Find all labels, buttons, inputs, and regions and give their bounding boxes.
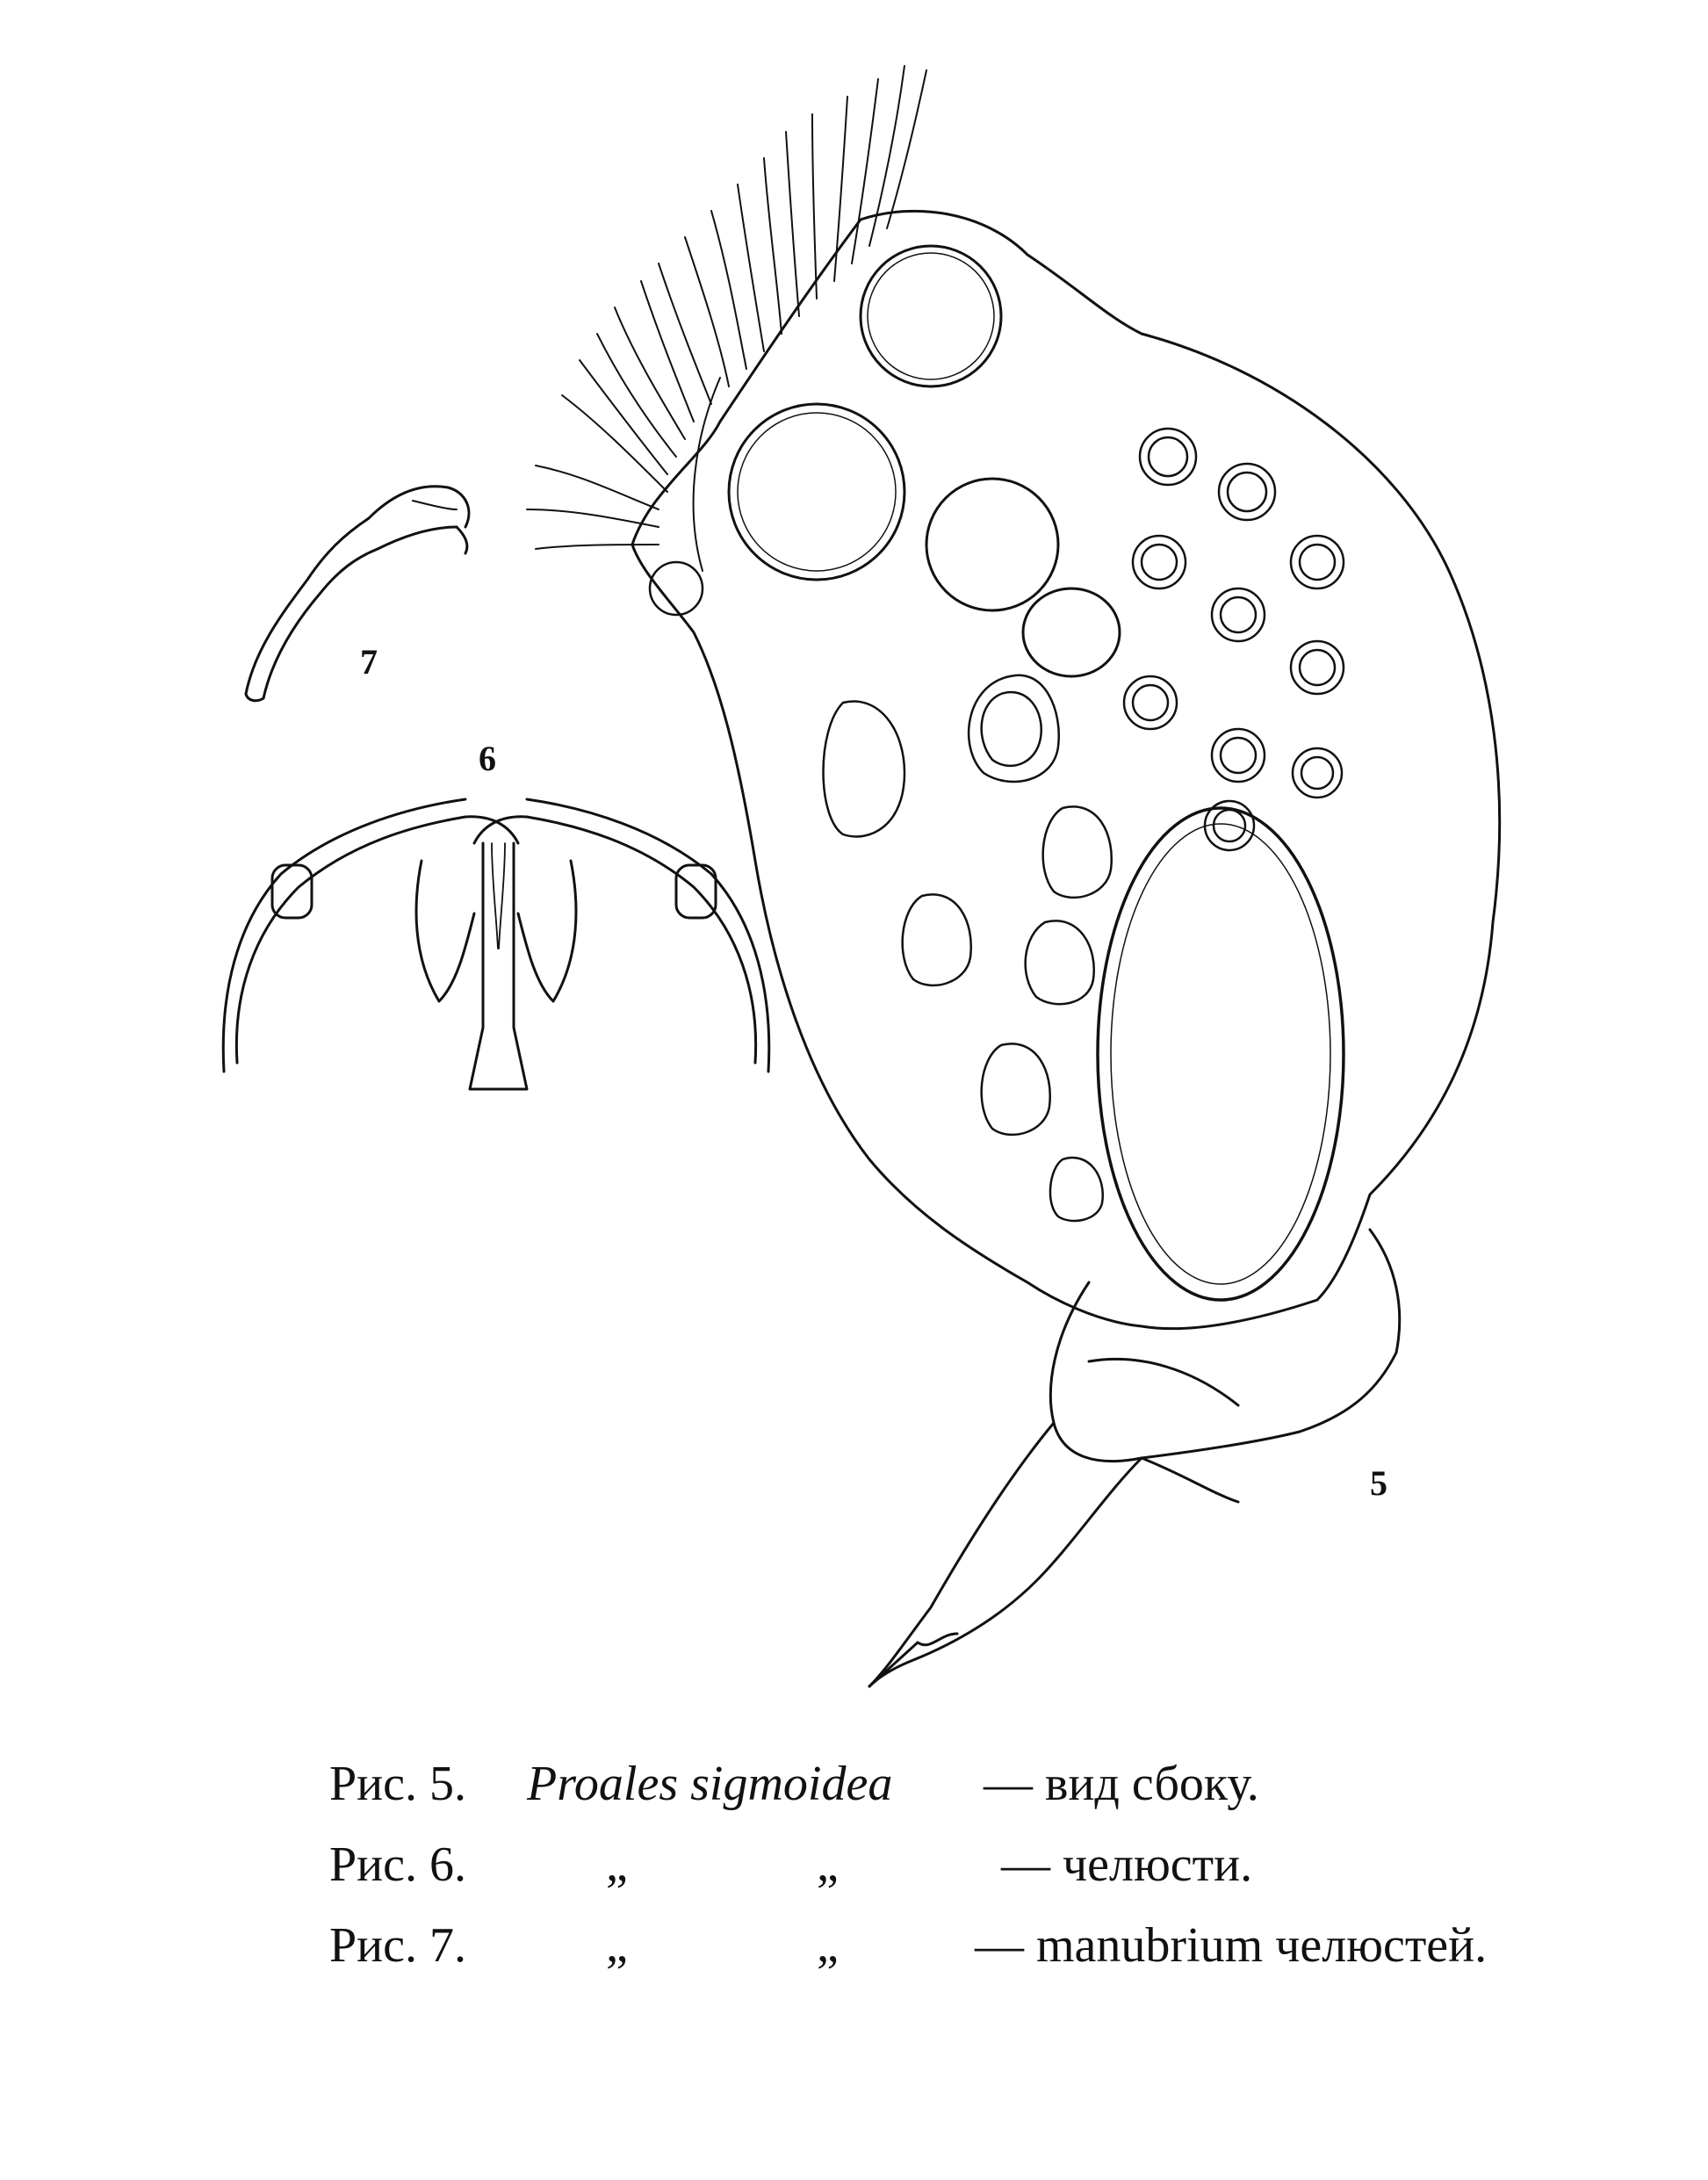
caption-description: — вид сбоку. [984,1757,1259,1811]
caption-description: — челюсти. [1001,1837,1253,1892]
nuclei [824,675,1112,1221]
caption-species-name: Proales sigmoidea [527,1757,893,1811]
figure-number-5: 5 [1370,1463,1387,1503]
ditto-mark: „ [817,1837,839,1892]
cilia [527,66,926,549]
figure-captions [329,1743,1603,1986]
caption-fig5 [329,1743,1603,1824]
egg-cells [1124,429,1344,850]
ditto-mark: „ [606,1918,628,1973]
caption-label: Рис. 6. [329,1837,466,1892]
ditto-mark: „ [817,1918,839,1973]
jaws-drawing [223,799,768,1089]
caption-label: Рис. 7. [329,1918,466,1973]
caption-description: — manubrium челюстей. [975,1918,1488,1973]
manubrium-drawing [246,487,469,701]
caption-fig6 [329,1824,1603,1905]
figure-number-7: 7 [360,642,378,682]
caption-label: Рис. 5. [329,1757,466,1811]
ditto-mark: „ [606,1837,628,1892]
rotifer-lateral-view-drawing [527,66,1500,1686]
caption-fig7 [329,1905,1603,1986]
figure-number-6: 6 [479,739,496,778]
